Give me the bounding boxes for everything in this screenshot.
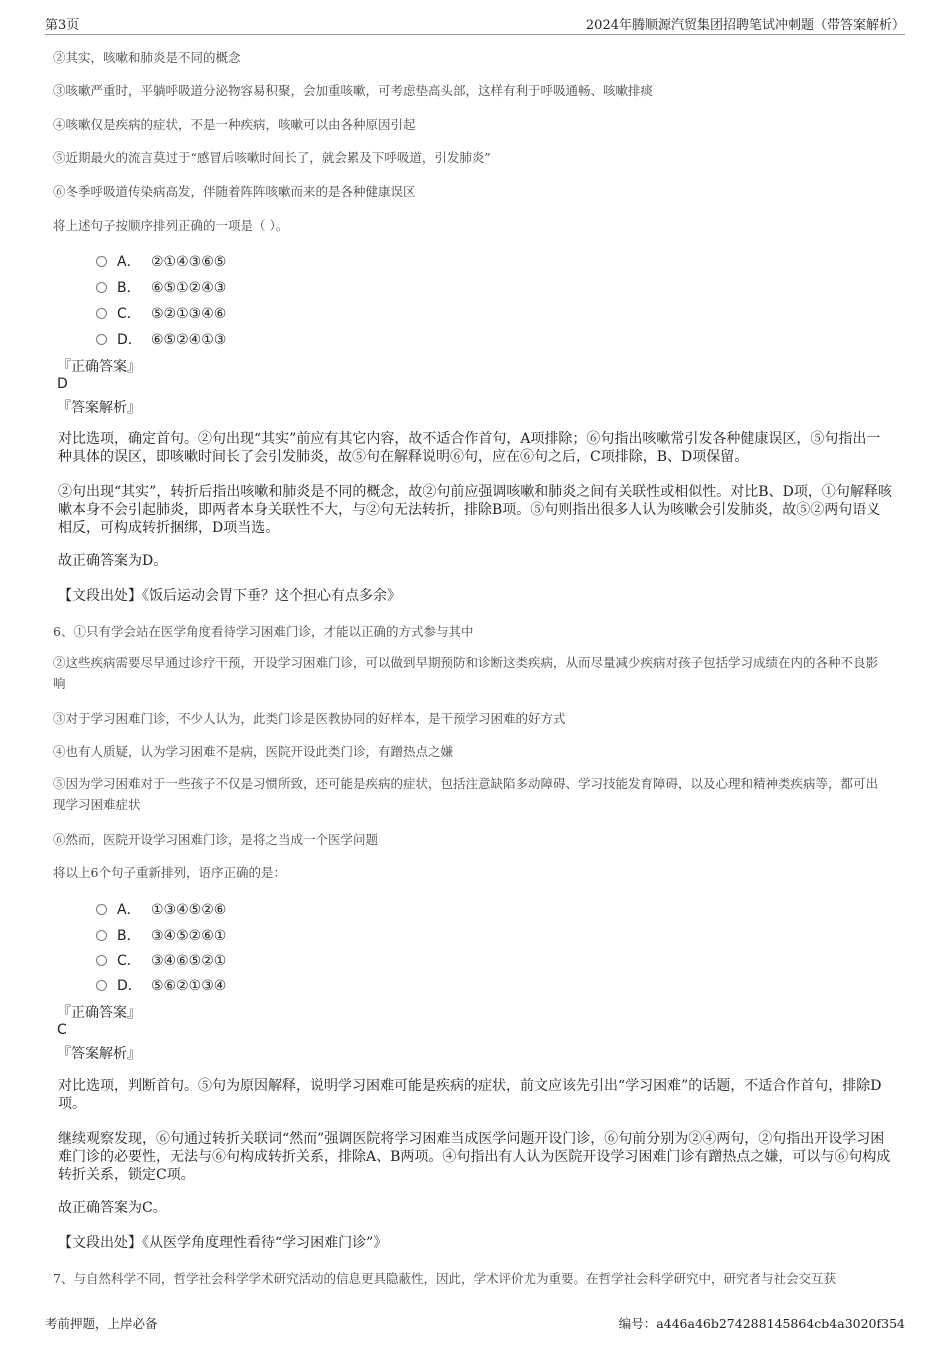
q6-prompt: 将以上6个句子重新排列，语序正确的是： [53,865,286,880]
radio-icon[interactable] [96,904,107,915]
q6-option-d[interactable]: D． ⑤⑥②①③④ [96,975,226,995]
q6-option-a[interactable]: A． ①③④⑤②⑥ [96,899,226,919]
q5-option-b[interactable]: B． ⑥⑤①②④③ [96,277,226,297]
q6-sentence-5: ⑤因为学习困难对于一些孩子不仅是习惯所致，还可能是疾病的症状，包括注意缺陷多动障碍、学习技能发育障碍，以及心理和精神类疾病等，都可出现学习困难症状 [53,776,879,812]
radio-icon[interactable] [96,980,107,991]
q5-analysis-conclusion: 故正确答案为D。 [58,553,168,569]
q6-answer: C [57,1022,67,1038]
q6-sentence-2: ②这些疾病需要尽早通过诊疗干预，开设学习困难门诊，可以做到早期预防和诊断这类疾病，从而尽量减少疾病对孩子包括学习成绩在内的各种不良影响 [53,655,879,691]
q6-analysis-conclusion: 故正确答案为C。 [58,1200,167,1216]
q5-sentence-2: ②其实，咳嗽和肺炎是不同的概念 [53,50,241,65]
radio-icon[interactable] [96,955,107,966]
page-footer [45,1312,905,1334]
document-title: 2024年腾顺源汽贸集团招聘笔试冲刺题（带答案解析） [585,18,905,33]
q6-option-b[interactable]: B． ③④⑤②⑥① [96,925,226,945]
q5-sentence-4: ④咳嗽仅是疾病的症状，不是一种疾病，咳嗽可以由各种原因引起 [53,117,416,132]
q5-analysis-paragraph: 对比选项，确定首句。②句出现“其实”前应有其它内容，故不适合作首句，A项排除；⑥句指出咳嗽常引发各种健康误区，⑤句指出一种具体的误区，即咳嗽时间长了会引发肺炎，故⑤句在解释说明⑥句，应在⑥句之后，C项排除，B、D项保留。 [58,431,881,465]
footer-slogan: 考前押题，上岸必备 [45,1316,158,1331]
page-number: 第3页 [45,18,80,33]
q5-prompt: 将上述句子按顺序排列正确的一项是（ ）。 [53,218,289,233]
q5-answer: D [57,376,68,392]
q6-sentence-3: ③对于学习困难门诊，不少人认为，此类门诊是医教协同的好样本，是干预学习困难的好方式 [53,711,566,726]
q6-option-c[interactable]: C． ③④⑥⑤②① [96,950,226,970]
radio-icon[interactable] [96,256,107,267]
q5-analysis-paragraph: ②句出现“其实”，转折后指出咳嗽和肺炎是不同的概念，故②句前应强调咳嗽和肺炎之间有关联性或相似性。对比B、D项，①句解释咳嗽本身不会引起肺炎，即两者本身关联性不大，与②句无法转折，排除B项。⑤句则指出很多人认为咳嗽会引发肺炎，故⑤②两句语义相反，可构成转折捆绑，D项当选。 [58,484,892,536]
q5-option-d[interactable]: D． ⑥⑤②④①③ [96,329,226,349]
q6-analysis-paragraph: 继续观察发现，⑥句通过转折关联词“然而”强调医院将学习困难当成医学问题开设门诊，⑥句前分别为②④两句，②句指出开设学习困难门诊的必要性，无法与⑥句构成转折关系，排除A、B两项。④句指出有人认为医院开设学习困难门诊有蹭热点之嫌，可以与⑥句构成转折关系，锁定C项。 [58,1131,891,1183]
q6-source: 【文段出处】《从医学角度理性看待“学习困难门诊”》 [58,1235,388,1251]
q6-analysis-label: 『答案解析』 [57,1046,141,1062]
radio-icon[interactable] [96,308,107,319]
radio-icon[interactable] [96,282,107,293]
q5-sentence-6: ⑥冬季呼吸道传染病高发，伴随着阵阵咳嗽而来的是各种健康误区 [53,184,416,199]
q5-sentence-5: ⑤近期最火的流言莫过于“感冒后咳嗽时间长了，就会累及下呼吸道，引发肺炎” [53,150,491,165]
q6-answer-label: 『正确答案』 [57,1005,141,1021]
q5-sentence-3: ③咳嗽严重时，平躺呼吸道分泌物容易积聚，会加重咳嗽，可考虑垫高头部，这样有利于呼吸通畅、咳嗽排痰 [53,83,654,98]
radio-icon[interactable] [96,334,107,345]
q5-source: 【文段出处】《饭后运动会胃下垂？这个担心有点多余》 [58,588,401,604]
q6-sentence-4: ④也有人质疑，认为学习困难不是病，医院开设此类门诊，有蹭热点之嫌 [53,744,454,759]
q5-answer-label: 『正确答案』 [57,359,141,375]
radio-icon[interactable] [96,930,107,941]
q6-sentence-1: 6、①只有学会站在医学角度看待学习困难门诊，才能以正确的方式参与其中 [53,624,474,639]
q6-analysis-paragraph: 对比选项，判断首句。⑤句为原因解释，说明学习困难可能是疾病的症状，前文应该先引出“学习困难”的话题，不适合作首句，排除D项。 [58,1078,882,1112]
q6-sentence-6: ⑥然而，医院开设学习困难门诊，是将之当成一个医学问题 [53,832,379,847]
q7-intro: 7、与自然科学不同，哲学社会科学学术研究活动的信息更具隐蔽性，因此，学术评价尤为重要。在哲学社会科学研究中，研究者与社会交互获 [53,1271,836,1286]
q5-option-a[interactable]: A． ②①④③⑥⑤ [96,251,226,271]
q5-option-c[interactable]: C． ⑤②①③④⑥ [96,303,226,323]
document-id: 编号：a446a46b274288145864cb4a3020f354 [618,1316,905,1331]
page-header [45,12,905,35]
q5-analysis-label: 『答案解析』 [57,400,141,416]
